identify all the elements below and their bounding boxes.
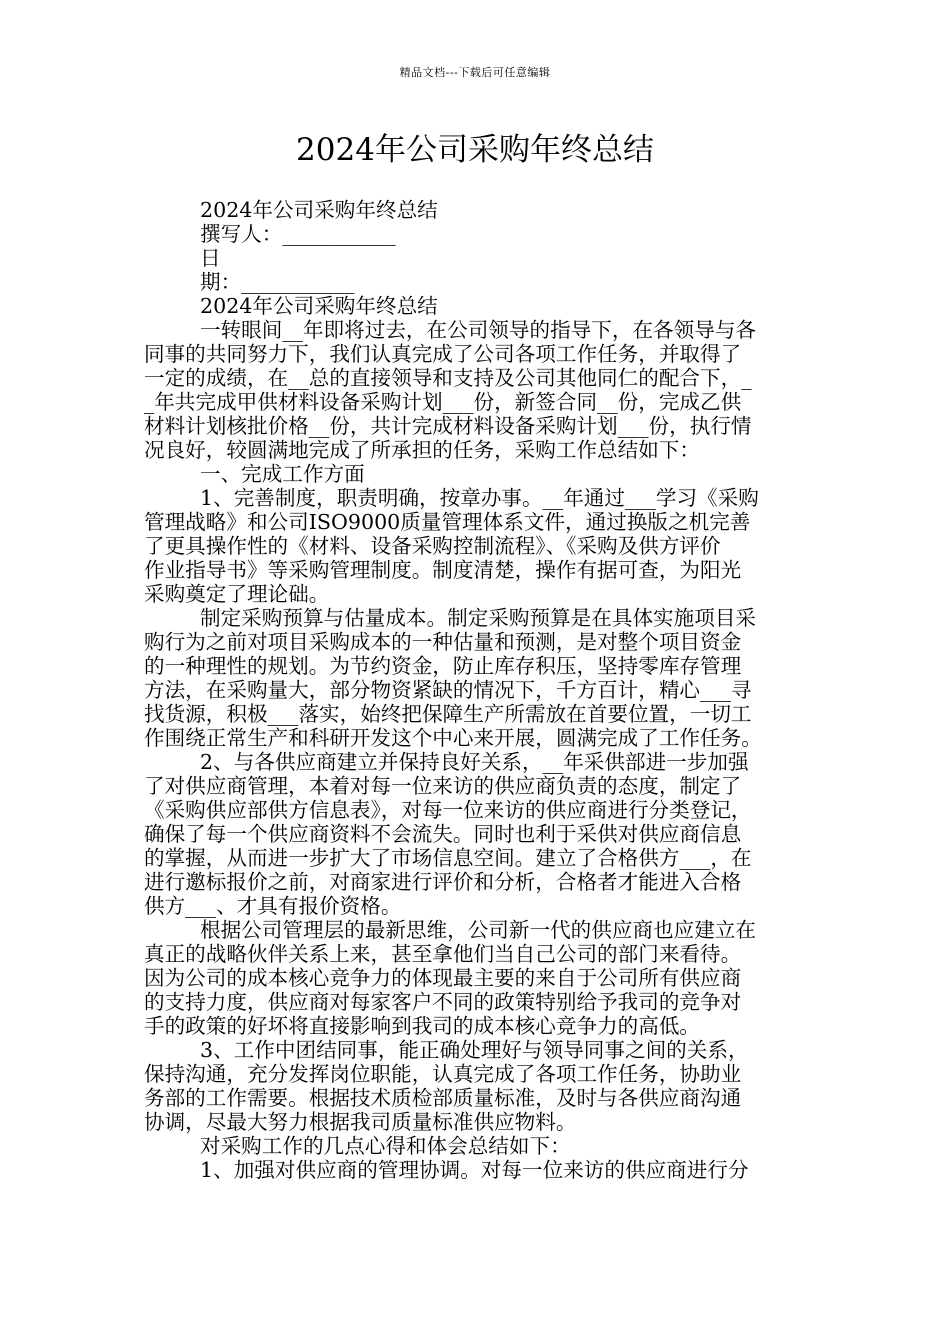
text-line: 1、完善制度，职责明确，按章办事。__年通过___学习《采购 bbox=[200, 486, 759, 510]
text-line: 根据公司管理层的最新思维，公司新一代的供应商也应建立在 bbox=[200, 918, 757, 942]
text-line: 购行为之前对项目采购成本的一种估量和预测，是对整个项目资金 bbox=[144, 630, 742, 654]
text-line: _年共完成甲供材料设备采购计划___份，新签合同__份，完成乙供 bbox=[144, 390, 742, 414]
text-line: 手的政策的好坏将直接影响到我司的成本核心竞争力的高低。 bbox=[144, 1014, 701, 1038]
text-line: 确保了每一个供应商资料不会流失。同时也利于采供对供应商信息 bbox=[144, 822, 742, 846]
text-line: 务部的工作需要。根据技术质检部质量标准，及时与各供应商沟通 bbox=[144, 1086, 742, 1110]
text-line: 真正的战略伙伴关系上来，甚至拿他们当自己公司的部门来看待。 bbox=[144, 942, 742, 966]
text-line: 3、工作中团结同事，能正确处理好与领导同事之间的关系， bbox=[200, 1038, 749, 1062]
text-line: 材料计划核批价格__份，共计完成材料设备采购计划___份，执行情 bbox=[144, 414, 752, 438]
text-line: 保持沟通，充分发挥岗位职能，认真完成了各项工作任务，协助业 bbox=[144, 1062, 742, 1086]
text-line: 况良好，较圆满地完成了所承担的任务，采购工作总结如下： bbox=[144, 438, 701, 462]
text-line: 协调，尽最大努力根据我司质量标准供应物料。 bbox=[144, 1110, 577, 1134]
text-line: 一转眼间__年即将过去，在公司领导的指导下，在各领导与各 bbox=[200, 318, 757, 342]
text-line: 找货源，积极___落实，始终把保障生产所需放在首要位置，一切工 bbox=[144, 702, 752, 726]
document-body bbox=[144, 198, 816, 1182]
document-title: 2024年公司采购年终总结 bbox=[296, 132, 654, 168]
text-line: 1、加强对供应商的管理协调。对每一位来访的供应商进行分 bbox=[200, 1158, 749, 1182]
text-line: 因为公司的成本核心竞争力的体现最主要的来自于公司所有供应商 bbox=[144, 966, 742, 990]
text-line: 了更具操作性的《材料、设备采购控制流程》、《采购及供方评价 bbox=[144, 534, 721, 558]
text-line: 制定采购预算与估量成本。制定采购预算是在具体实施项目采 bbox=[200, 606, 757, 630]
text-line: 的掌握，从而进一步扩大了市场信息空间。建立了合格供方___，在 bbox=[144, 846, 752, 870]
text-line: 进行邀标报价之前，对商家进行评价和分析，合格者才能进入合格 bbox=[144, 870, 742, 894]
text-line: 作围绕正常生产和科研开发这个中心来开展，圆满完成了工作任务。 bbox=[144, 726, 762, 750]
text-line: 方法，在采购量大，部分物资紧缺的情况下，千方百计，精心___寻 bbox=[144, 678, 752, 702]
text-line: 期：___________ bbox=[200, 270, 355, 294]
text-line: 2024年公司采购年终总结 bbox=[200, 198, 438, 222]
text-line: 一定的成绩，在__总的直接领导和支持及公司其他同仁的配合下，_ bbox=[144, 366, 752, 390]
text-line: 《采购供应部供方信息表》，对每一位来访的供应商进行分类登记， bbox=[144, 798, 752, 822]
text-line: 2、与各供应商建立并保持良好关系，__年采供部进一步加强 bbox=[200, 750, 749, 774]
text-line: 采购奠定了理论础。 bbox=[144, 582, 330, 606]
text-line: 管理战略》和公司ISO9000质量管理体系文件，通过换版之机完善 bbox=[144, 510, 751, 534]
text-line: 的支持力度，供应商对每家客户不同的政策特别给予我司的竞争对 bbox=[144, 990, 742, 1014]
text-line: 日 bbox=[200, 246, 221, 270]
text-line: 作业指导书》等采购管理制度。制度清楚，操作有据可查，为阳光 bbox=[144, 558, 742, 582]
text-line: 2024年公司采购年终总结 bbox=[200, 294, 438, 318]
text-line: 对采购工作的几点心得和体会总结如下： bbox=[200, 1134, 571, 1158]
text-line: 同事的共同努力下，我们认真完成了公司各项工作任务，并取得了 bbox=[144, 342, 742, 366]
text-line: 了对供应商管理，本着对每一位来访的供应商负责的态度，制定了 bbox=[144, 774, 742, 798]
header-note: 精品文档---下载后可任意编辑 bbox=[399, 66, 551, 79]
text-line: 的一种理性的规划。为节约资金，防止库存积压，坚持零库存管理 bbox=[144, 654, 742, 678]
text-line: 一、完成工作方面 bbox=[200, 462, 365, 486]
text-line: 供方___、才具有报价资格。 bbox=[144, 894, 402, 918]
text-line: 撰写人：___________ bbox=[200, 222, 396, 246]
